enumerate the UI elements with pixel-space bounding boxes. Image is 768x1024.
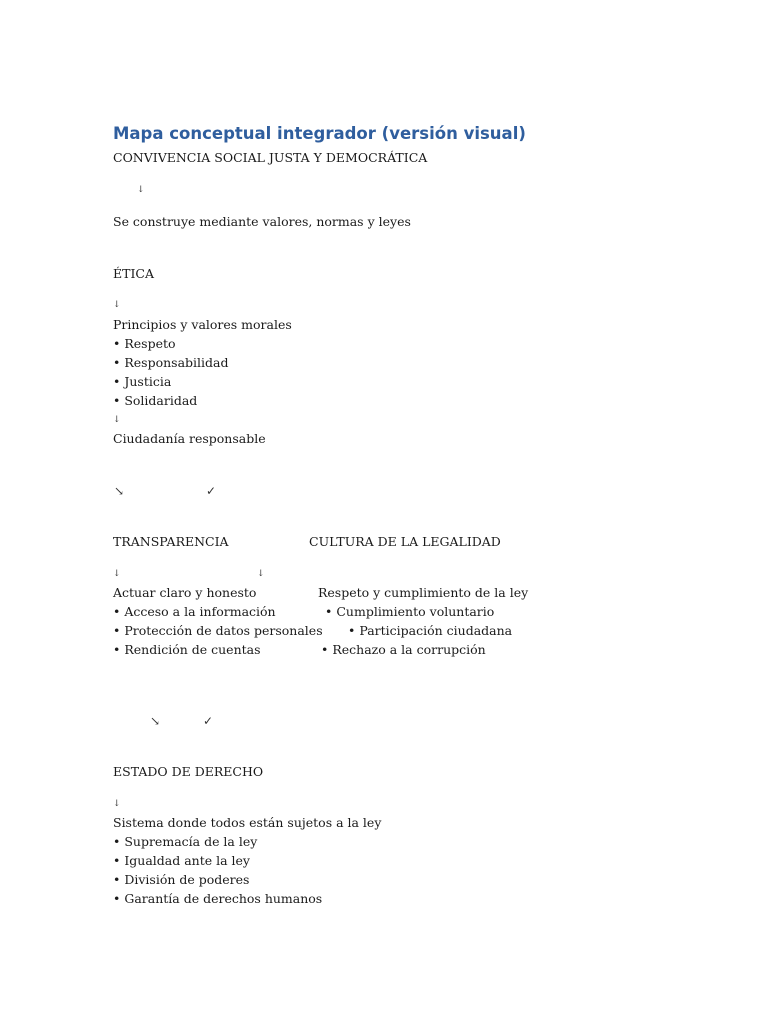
document-title: Mapa conceptual integrador (versión visual) [113,124,526,143]
legalidad-description: Respeto y cumplimiento de la ley [318,585,529,600]
etica-description: Principios y valores morales [113,317,292,332]
transparencia-item: • Protección de datos personales [113,623,323,638]
arrow-down-icon: ↓ [257,569,265,579]
arrow-down-icon: ↓ [137,185,145,195]
arrow-down-right-icon: ↘ [114,484,125,498]
legalidad-item: • Cumplimiento voluntario [325,604,495,619]
arrow-down-right-icon: ↘ [150,714,161,728]
arrow-down-icon: ↓ [113,300,121,310]
check-arrow-icon: ✓ [203,714,214,728]
estado-title: ESTADO DE DERECHO [113,764,264,779]
etica-item: • Justicia [113,374,172,389]
etica-result: Ciudadanía responsable [113,431,266,446]
etica-item: • Solidaridad [113,393,198,408]
main-concept: CONVIVENCIA SOCIAL JUSTA Y DEMOCRÁTICA [113,150,428,165]
main-description: Se construye mediante valores, normas y leyes [113,214,411,229]
transparencia-item: • Acceso a la información [113,604,276,619]
transparencia-item: • Rendición de cuentas [113,642,261,657]
estado-description: Sistema donde todos están sujetos a la ley [113,815,382,830]
legalidad-item: • Participación ciudadana [348,623,513,638]
check-arrow-icon: ✓ [206,484,217,498]
estado-item: • Igualdad ante la ley [113,853,250,868]
etica-item: • Respeto [113,336,176,351]
legalidad-item: • Rechazo a la corrupción [321,642,486,657]
estado-item: • Garantía de derechos humanos [113,891,323,906]
arrow-down-icon: ↓ [113,569,121,579]
arrow-down-icon: ↓ [113,799,121,809]
transparencia-title: TRANSPARENCIA [113,534,229,549]
etica-item: • Responsabilidad [113,355,229,370]
legalidad-title: CULTURA DE LA LEGALIDAD [309,534,501,549]
estado-item: • Supremacía de la ley [113,834,258,849]
arrow-down-icon: ↓ [113,415,121,425]
etica-title: ÉTICA [113,266,154,281]
estado-item: • División de poderes [113,872,250,887]
transparencia-description: Actuar claro y honesto [113,585,257,600]
